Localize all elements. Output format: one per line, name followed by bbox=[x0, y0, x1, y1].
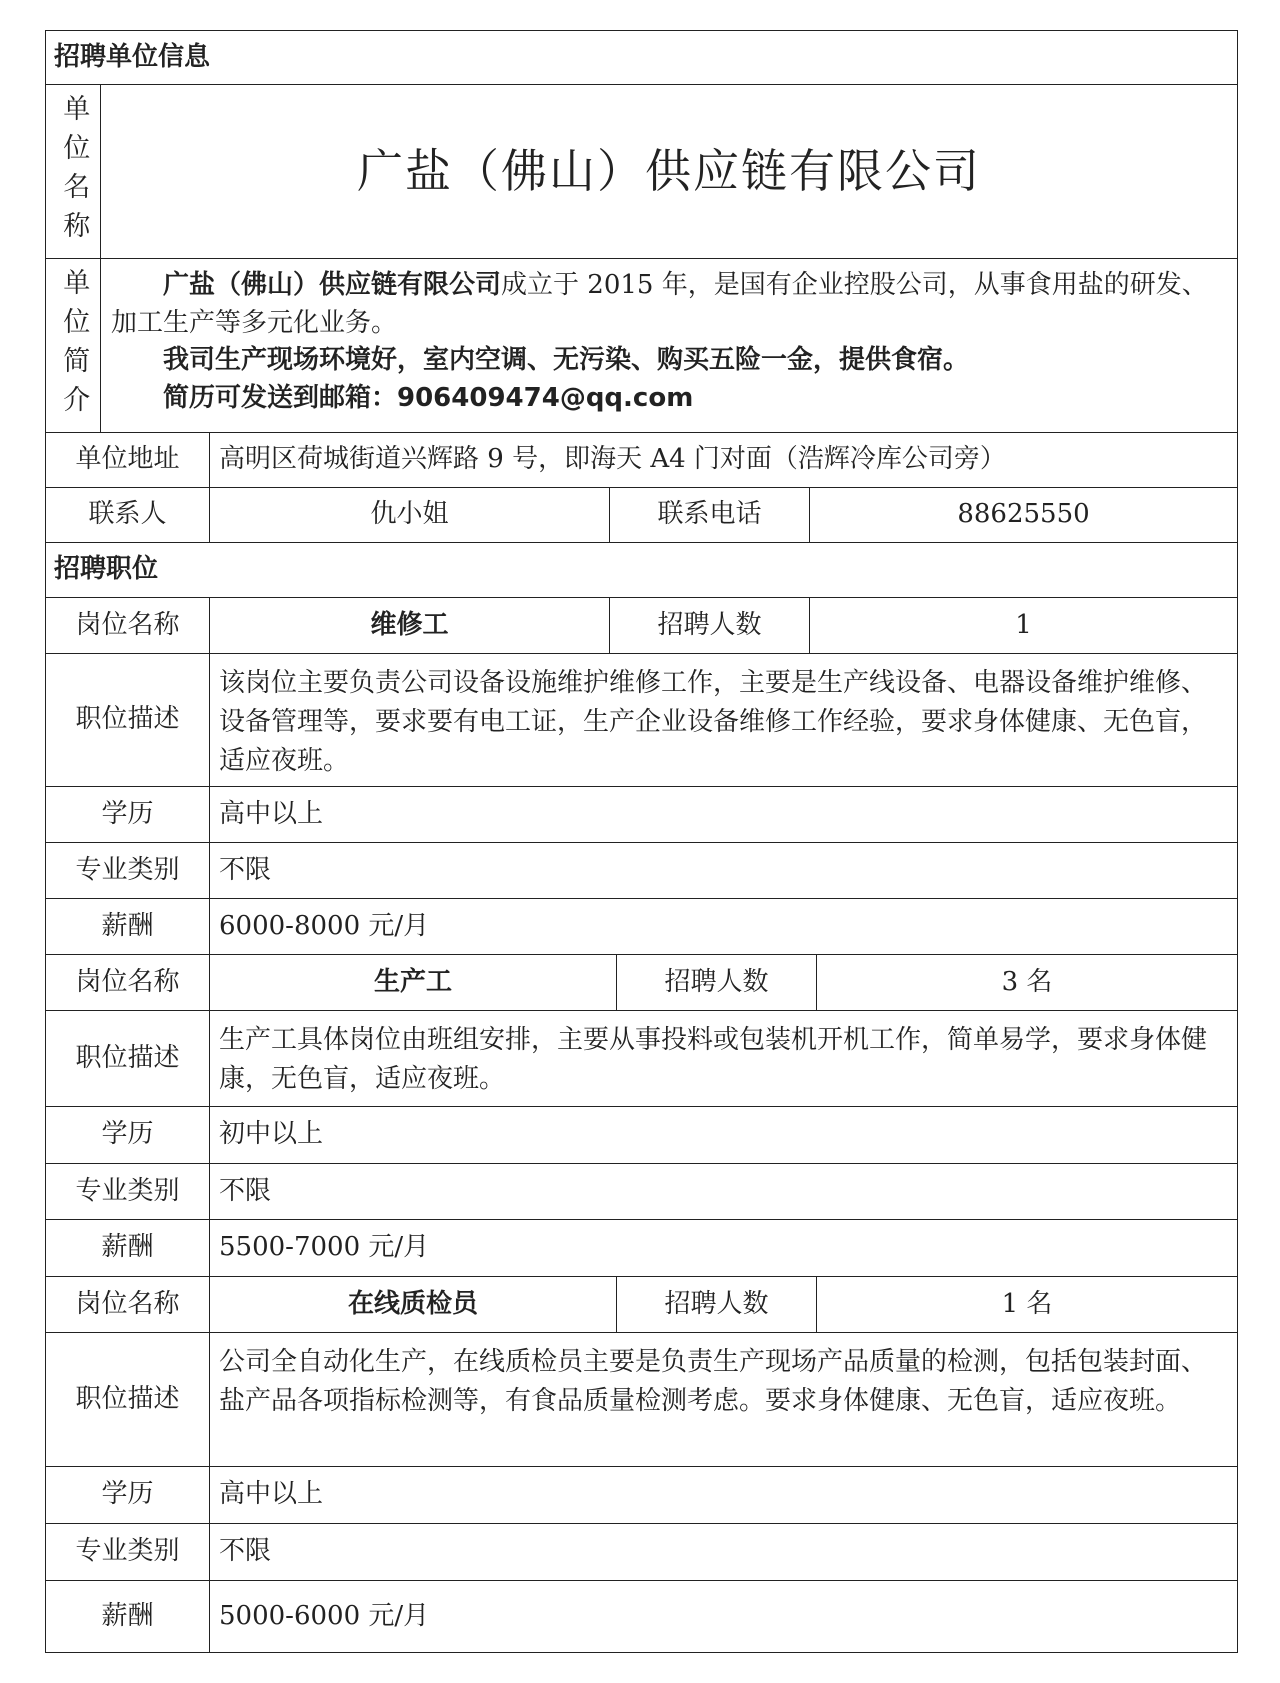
company-name-label: 单位名称 bbox=[46, 85, 101, 259]
phone-value: 88625550 bbox=[810, 488, 1237, 543]
job-1-name: 维修工 bbox=[210, 598, 610, 654]
company-intro-email: 简历可发送到邮箱：906409474@qq.com bbox=[163, 383, 694, 414]
company-intro-text: 成立于 2015 年，是国有企业控股公司，从事食用盐的研发、加工生产等多元化业务。 bbox=[111, 270, 1208, 338]
job-3-name: 在线质检员 bbox=[210, 1277, 617, 1333]
job-1-position-label: 岗位名称 bbox=[46, 598, 210, 654]
job-3-count-label: 招聘人数 bbox=[617, 1277, 817, 1333]
job-1-count-label: 招聘人数 bbox=[610, 598, 810, 654]
job-1-salary-label: 薪酬 bbox=[46, 899, 210, 955]
contact-label: 联系人 bbox=[46, 488, 210, 543]
job-1-major-label: 专业类别 bbox=[46, 843, 210, 899]
section-title-positions: 招聘职位 bbox=[46, 543, 1237, 598]
job-3-education-label: 学历 bbox=[46, 1467, 210, 1524]
job-2-description-label: 职位描述 bbox=[46, 1011, 210, 1107]
job-3-education: 高中以上 bbox=[210, 1467, 1237, 1524]
job-2-salary-label: 薪酬 bbox=[46, 1220, 210, 1277]
job-2-salary: 5500-7000 元/月 bbox=[210, 1220, 1237, 1277]
company-intro-label: 单位简介 bbox=[46, 259, 101, 433]
job-2-major-label: 专业类别 bbox=[46, 1164, 210, 1220]
address-label: 单位地址 bbox=[46, 433, 210, 488]
job-1-description-label: 职位描述 bbox=[46, 654, 210, 787]
job-3-salary-label: 薪酬 bbox=[46, 1581, 210, 1652]
contact-value: 仇小姐 bbox=[210, 488, 610, 543]
address-value: 高明区荷城街道兴辉路 9 号，即海天 A4 门对面（浩辉冷库公司旁） bbox=[210, 433, 1237, 488]
job-2-position-label: 岗位名称 bbox=[46, 955, 210, 1011]
job-3-major-label: 专业类别 bbox=[46, 1524, 210, 1581]
job-3-major: 不限 bbox=[210, 1524, 1237, 1581]
job-1-description: 该岗位主要负责公司设备设施维护维修工作，主要是生产线设备、电器设备维护维修、设备管理等，要求要有电工证，生产企业设备维修工作经验，要求身体健康、无色盲，适应夜班。 bbox=[210, 654, 1237, 787]
company-intro-name: 广盐（佛山）供应链有限公司 bbox=[163, 270, 502, 300]
job-2-education: 初中以上 bbox=[210, 1107, 1237, 1164]
job-1-major: 不限 bbox=[210, 843, 1237, 899]
job-2-count-label: 招聘人数 bbox=[617, 955, 817, 1011]
job-2-name: 生产工 bbox=[210, 955, 617, 1011]
phone-label: 联系电话 bbox=[610, 488, 810, 543]
job-2-description: 生产工具体岗位由班组安排，主要从事投料或包装机开机工作，简单易学，要求身体健康，无色盲，适应夜班。 bbox=[210, 1011, 1237, 1107]
job-2-education-label: 学历 bbox=[46, 1107, 210, 1164]
job-3-position-label: 岗位名称 bbox=[46, 1277, 210, 1333]
job-2-count: 3 名 bbox=[817, 955, 1237, 1011]
job-3-salary: 5000-6000 元/月 bbox=[219, 1600, 430, 1631]
job-1-education: 高中以上 bbox=[210, 787, 1237, 843]
company-intro-environment: 我司生产现场环境好，室内空调、无污染、购买五险一金，提供食宿。 bbox=[163, 345, 970, 376]
job-3-description: 公司全自动化生产，在线质检员主要是负责生产现场产品质量的检测，包括包装封面、盐产品各项指标检测等，有食品质量检测考虑。要求身体健康、无色盲，适应夜班。 bbox=[210, 1333, 1237, 1467]
job-3-description-label: 职位描述 bbox=[46, 1333, 210, 1467]
job-1-salary: 6000-8000 元/月 bbox=[210, 899, 1237, 955]
job-1-education-label: 学历 bbox=[46, 787, 210, 843]
recruitment-form bbox=[45, 30, 1238, 1653]
section-title-company-info: 招聘单位信息 bbox=[46, 31, 1237, 85]
job-1-count: 1 bbox=[810, 598, 1237, 654]
company-name: 广盐（佛山）供应链有限公司 bbox=[101, 85, 1237, 259]
job-3-count: 1 名 bbox=[817, 1277, 1237, 1333]
job-2-major: 不限 bbox=[210, 1164, 1237, 1220]
company-intro bbox=[101, 259, 1237, 433]
